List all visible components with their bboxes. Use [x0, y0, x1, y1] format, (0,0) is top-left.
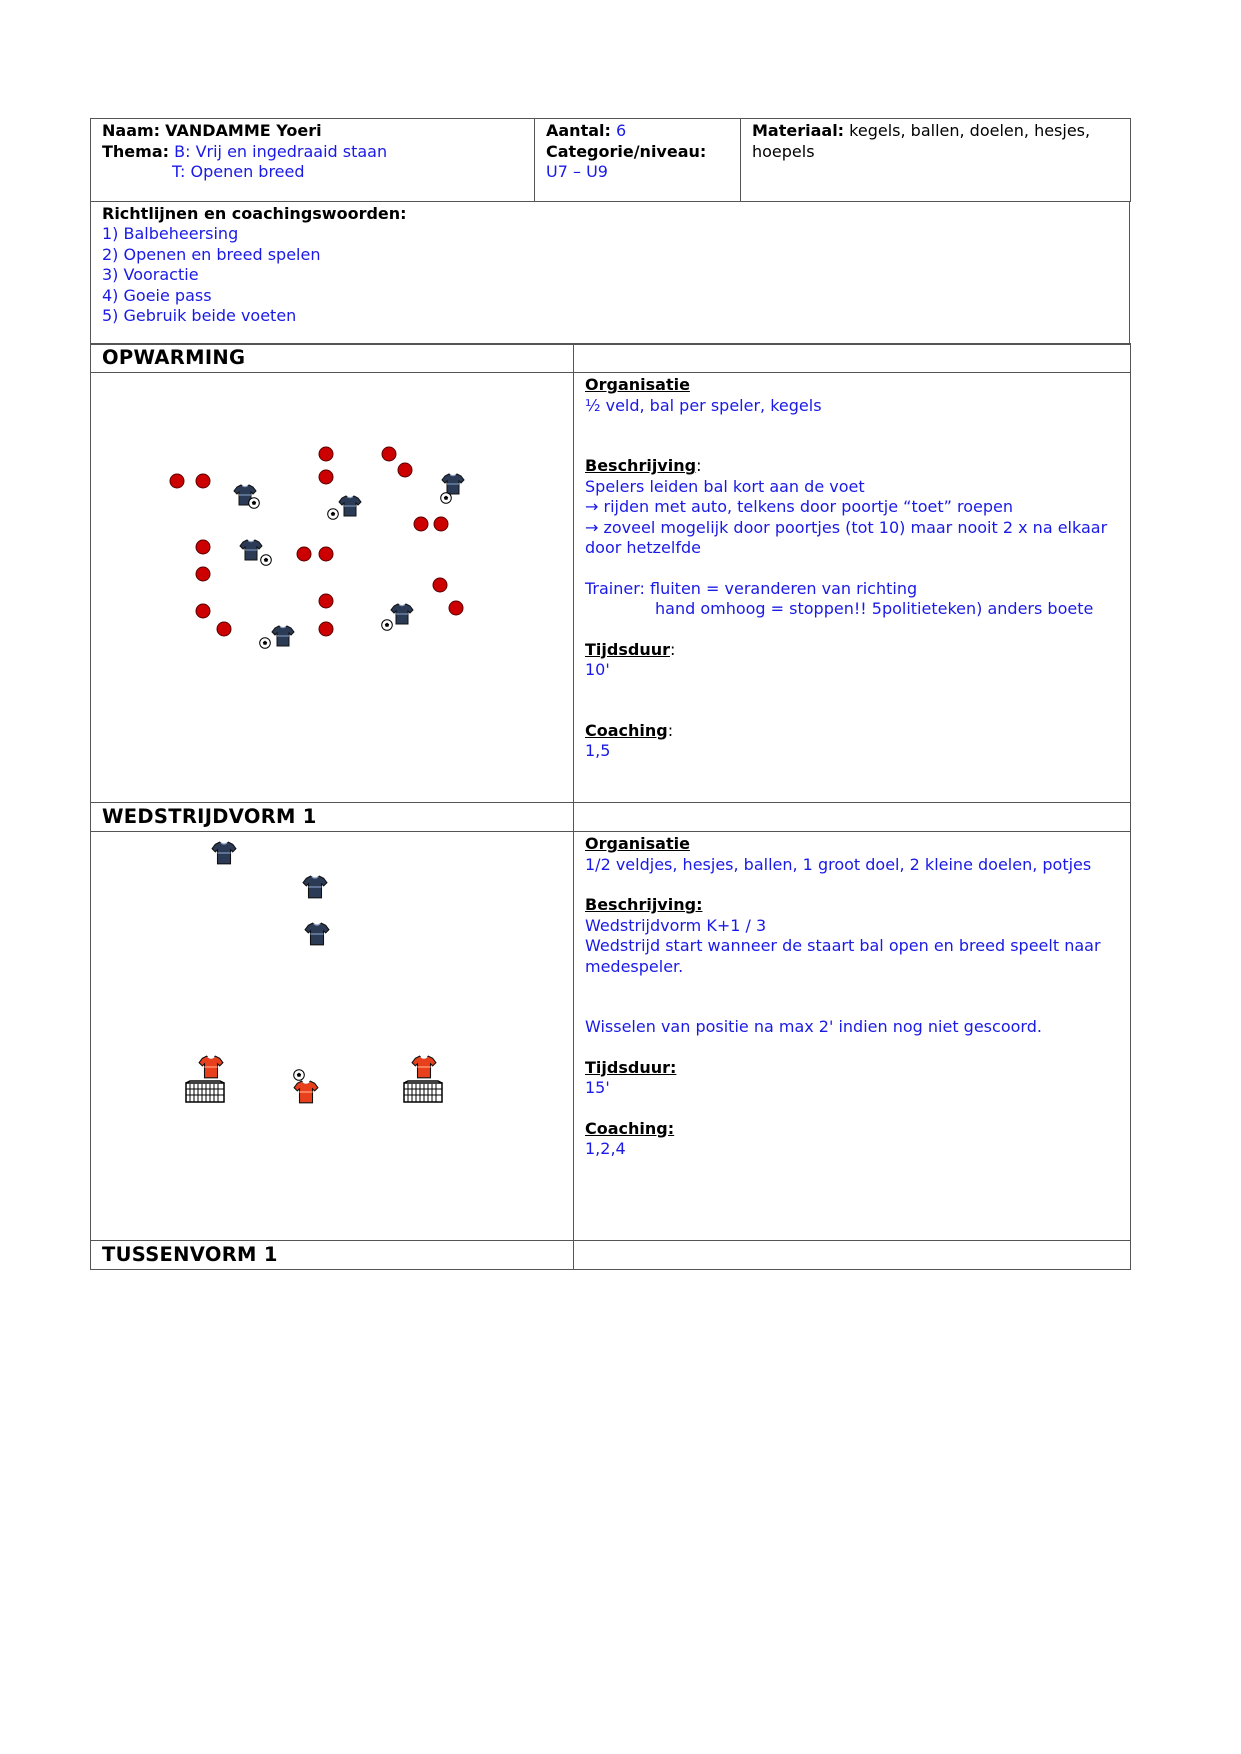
wedstrijdvorm-beschrijving-line: Wedstrijd start wanneer de staart bal open en breed speelt naar medespeler. [585, 936, 1101, 976]
thema-label: Thema: [102, 141, 170, 161]
tussenvorm-title-empty [574, 1241, 1131, 1270]
opwarming-beschrijving-line: Spelers leiden bal kort aan de voet [585, 476, 865, 496]
opwarming-text [574, 373, 1131, 803]
colon: : [696, 456, 702, 475]
red-cone-icon [319, 594, 333, 608]
opwarming-tijdsduur-value: 10' [585, 660, 610, 679]
wedstrijdvorm-field [91, 832, 574, 1240]
red-cone-icon [297, 547, 311, 561]
red-cone-icon [319, 622, 333, 636]
opwarming-diagram [91, 373, 574, 803]
wedstrijdvorm-tijdsduur-value: 15' [585, 1078, 610, 1097]
blue-shirt-icon [391, 604, 413, 624]
wedstrijdvorm-tijdsduur-label: Tijdsduur: [585, 1057, 677, 1077]
richtlijn-item: 4) Goeie pass [102, 285, 212, 305]
opwarming-beschrijving-line: → rijden met auto, telkens door poortje “toet” roepen [585, 497, 1014, 516]
richtlijnen-table [90, 201, 1130, 345]
opwarming-coaching-value: 1,5 [585, 741, 611, 760]
red-cone-icon [414, 517, 428, 531]
naam-label: Naam: [102, 121, 161, 140]
wedstrijdvorm-organisatie-label: Organisatie [585, 834, 690, 853]
sections-table [90, 343, 1131, 1270]
naam-value: VANDAMME Yoeri [165, 121, 322, 140]
colon: : [669, 639, 676, 659]
richtlijnen-cell [91, 201, 1130, 344]
red-cone-icon [398, 463, 412, 477]
naam-thema-cell [91, 119, 535, 202]
blue-shirt-icon [305, 923, 329, 945]
materiaal-label: Materiaal: [752, 121, 845, 140]
red-shirt-icon [412, 1056, 436, 1078]
wedstrijdvorm-beschrijving-line: Wedstrijdvorm K+1 / 3 [585, 915, 767, 935]
opwarming-coaching-label: Coaching [585, 720, 668, 740]
football-icon [260, 638, 271, 649]
opwarming-tijdsduur-label: Tijdsduur [585, 639, 670, 659]
football-icon [294, 1070, 305, 1081]
wedstrijdvorm-coaching-label: Coaching: [585, 1118, 675, 1138]
materiaal-value: kegels, ballen, doelen, hesjes, hoepels [752, 121, 1091, 161]
opwarming-organisatie-label: Organisatie [585, 375, 690, 394]
red-cone-icon [319, 470, 333, 484]
opwarming-title-empty [574, 344, 1131, 373]
header-table [90, 118, 1131, 202]
red-cone-icon [433, 578, 447, 592]
wedstrijdvorm-wisselen: Wisselen van positie na max 2' indien nog niet gescoord. [585, 1017, 1042, 1036]
colon: : [667, 720, 674, 740]
richtlijn-item: 2) Openen en breed spelen [102, 244, 321, 264]
wedstrijdvorm-diagram [91, 832, 574, 1241]
richtlijnen-title: Richtlijnen en coachingswoorden: [102, 203, 407, 223]
trainer-line: hand omhoog = stoppen!! 5politieteken) anders boete [655, 599, 1094, 618]
red-cone-icon [170, 474, 184, 488]
red-shirt-icon [294, 1081, 318, 1103]
opwarming-title: OPWARMING [91, 344, 574, 373]
blue-shirt-icon [272, 626, 294, 646]
blue-shirt-icon [240, 540, 262, 560]
small-goal-icon [404, 1081, 442, 1102]
wedstrijdvorm-title-empty [574, 803, 1131, 832]
football-icon [441, 493, 452, 504]
materiaal-cell [741, 119, 1131, 202]
red-cone-icon [382, 447, 396, 461]
blue-shirt-icon [442, 474, 464, 494]
opwarming-organisatie-value: ½ veld, bal per speler, kegels [585, 395, 822, 415]
wedstrijdvorm-text [574, 832, 1131, 1241]
red-cone-icon [449, 601, 463, 615]
red-cone-icon [196, 567, 210, 581]
aantal-cell [535, 119, 741, 202]
small-goal-icon [186, 1081, 224, 1102]
red-cone-icon [319, 547, 333, 561]
richtlijn-item: 3) Vooractie [102, 265, 199, 284]
wedstrijdvorm-coaching-value: 1,2,4 [585, 1139, 626, 1158]
red-cone-icon [196, 540, 210, 554]
wedstrijdvorm-organisatie-value: 1/2 veldjes, hesjes, ballen, 1 groot doel, 2 kleine doelen, potjes [585, 854, 1092, 874]
blue-shirt-icon [303, 876, 327, 898]
aantal-value: 6 [616, 121, 627, 140]
opwarming-field [91, 373, 574, 802]
blue-shirt-icon [339, 496, 361, 516]
blue-shirt-icon [212, 842, 236, 864]
football-icon [382, 620, 393, 631]
trainer-line: Trainer: fluiten = veranderen van richting [585, 578, 918, 598]
red-cone-icon [434, 517, 448, 531]
richtlijn-item: 5) Gebruik beide voeten [102, 306, 297, 325]
richtlijn-item: 1) Balbeheersing [102, 224, 239, 243]
red-cone-icon [196, 474, 210, 488]
wedstrijdvorm-beschrijving-label: Beschrijving: [585, 895, 703, 914]
tussenvorm-title: TUSSENVORM 1 [91, 1241, 574, 1270]
red-cone-icon [319, 447, 333, 461]
categorie-label: Categorie/niveau: [546, 141, 707, 161]
red-shirt-icon [199, 1056, 223, 1078]
aantal-label: Aantal: [546, 121, 611, 140]
football-icon [249, 498, 260, 509]
red-cone-icon [196, 604, 210, 618]
categorie-value: U7 – U9 [546, 162, 608, 181]
wedstrijdvorm-title: WEDSTRIJDVORM 1 [91, 803, 574, 832]
thema-b: B: Vrij en ingedraaid staan [174, 141, 388, 161]
thema-t: T: Openen breed [172, 162, 305, 181]
lesson-sheet [90, 118, 1130, 1270]
football-icon [328, 509, 339, 520]
red-cone-icon [217, 622, 231, 636]
opwarming-beschrijving-label: Beschrijving [585, 456, 697, 475]
football-icon [261, 555, 272, 566]
opwarming-beschrijving-line: → zoveel mogelijk door poortjes (tot 10) maar nooit 2 x na elkaar door hetzelfde [585, 517, 1108, 557]
